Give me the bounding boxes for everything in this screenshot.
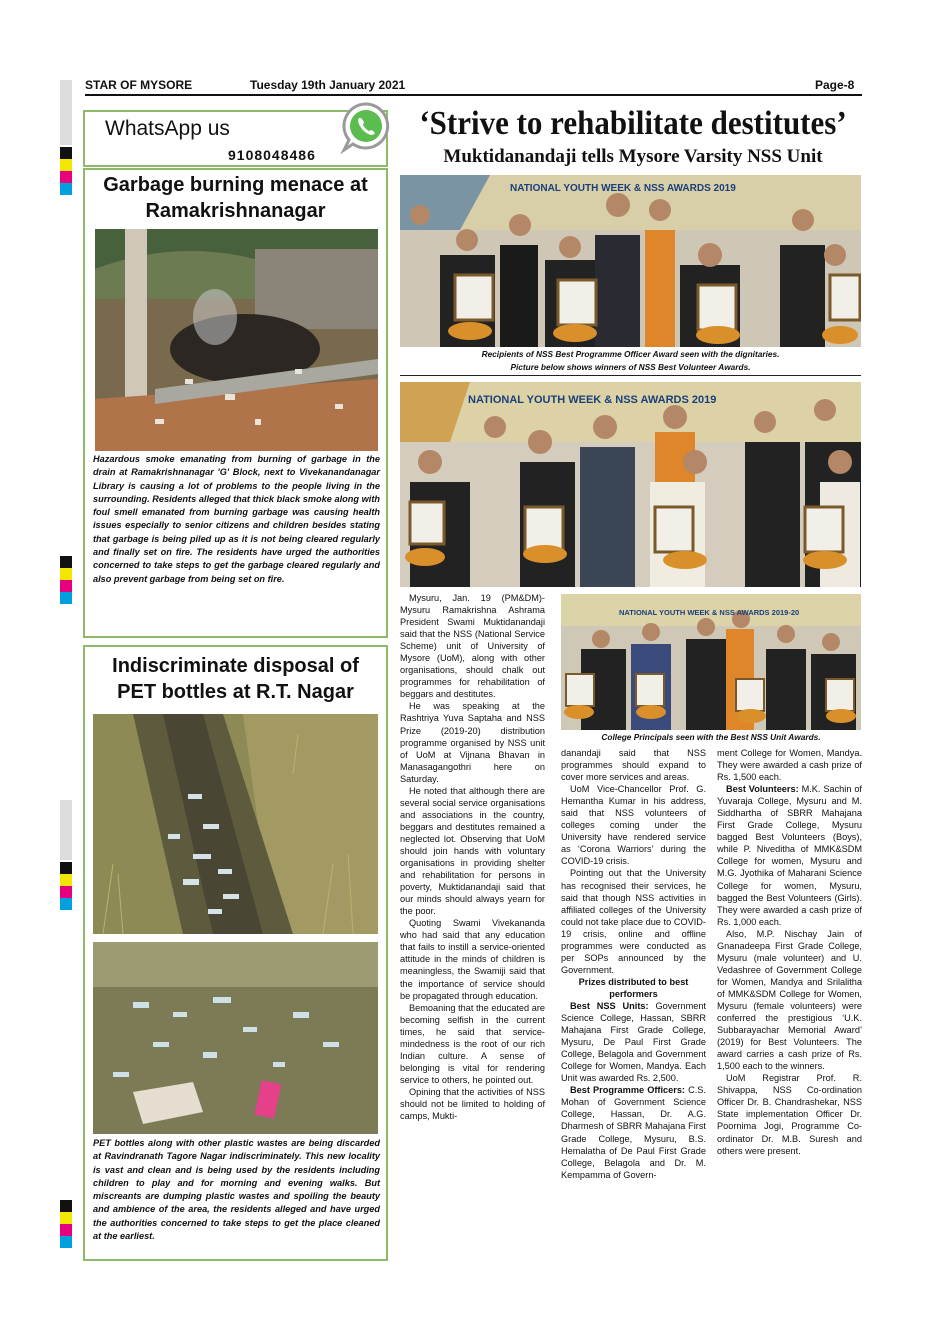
best-officers-paragraph [561,1084,706,1180]
best-units-label: Best NSS Units: [570,1000,649,1011]
whatsapp-number: 9108048486 [228,147,316,163]
best-officers-text: C.S. Mohan of Government Science College, Hassan, Dr. A.G. Dharmesh of SBRR Mahajana First Grade College, Mysuru, B.S. Hemalatha of De Paul First Grade College, Belagola and Dr. M. Kempamma of Govern- [561,1085,706,1180]
registration-marks-mid [60,556,72,604]
col2-paragraph: Pointing out that the University has recognised their services, he said that though NSS activities in affiliated colleges of the University could not take place due to COVID-19 crisis, online and offline programmes were conducted as per SOPs announced by the Government. [561,868,706,975]
award-photo-best-volunteers [400,382,861,587]
registration-marks-bottom [60,1200,72,1248]
paper-name: STAR OF MYSORE [85,78,193,92]
prizes-subhead: Prizes distributed to best performers [578,976,689,999]
col3-paragraph: UoM Registrar Prof. R. Shivappa, NSS Co-ordination Officer Dr. B. Chandrashekar, NSS State implementation Officer Dr. Poornima Jogi, Programme Co-ordinator Dr. M.B. Suresh and others were present. [717,1073,862,1156]
col1-paragraph: He noted that although there are several social service organisations and associations in the country, beggars and destitutes remained a neglected lot. Observing that UoM should join hands with voluntary organisations in providing shelter and rehabilitation for persons in poverty, Muktidanandaji said that our minds should always yearn for the poor. [400,785,545,917]
registration-marks-low [60,862,72,910]
col1-paragraph: Quoting Swami Vivekananda who had said that any education that fails to instill a service-oriented attitude in the minds of children is meaningless, the Swamiji said that the importance of service should be propagated through education. [400,918,545,1001]
story-subhead: Muktidanandaji tells Mysore Varsity NSS Unit [443,146,823,167]
pet-bottles-photo-2 [93,942,378,1134]
award-photo-programme-officers [400,175,861,347]
col1-paragraph: Bemoaning that the educated are becoming selfish in the current times, he said that service-mindedness is the root of our rich Indian culture. A sense of belonging is vital for rendering service to others, he pointed out. [400,1002,545,1085]
best-volunteers-text: M.K. Sachin of Yuvaraja College, Mysuru and M. Siddhartha of SBRR Mahajana First Grade College, Mysuru bagged Best Volunteers (Boys), while P. Niveditha of MMK&SDM College for women, Mysuru and M.G. Jyothika of Maharani Science College for women, Mysuru, bagged the Best Volunteers (Girls). They were awarded a cash prize of Rs. 1,000 each. [717,784,862,927]
garbage-burning-photo [95,229,378,451]
best-officers-label: Best Programme Officers: [570,1085,685,1096]
col1-paragraph: He was speaking at the Rashtriya Yuva Saptaha and NSS Prize (2019-20) distribution programme organised by NSS unit of UoM at Vijnana Bhavan in Manasagangothri here on Saturday. [400,701,545,784]
story-column-2 [561,747,706,1181]
pet-bottles-photo-1 [93,714,378,934]
col3-paragraph: ment College for Women, Mandya. They were awarded a cash prize of Rs. 1,500 each. [717,748,862,783]
pet-story-box [83,645,388,1261]
best-units-text: Government Science College, Hassan, SBRR Mahajana First Grade College, Mysuru, De Paul First Grade College, Belagola and Government College for Women, Mandya. Each Unit was awarded Rs. 2,500. [561,1000,706,1084]
garbage-caption: Hazardous smoke emanating from burning of garbage in the drain at Ramakrishnanagar 'G' Block, next to Vivekanandanagar Library is causing a lot of problems to the people living in the surrounding. Residents alleged that thick black smoke along with foul smell emanated from burning garbage was causing health issues especially to senior citizens and children besides stating that garbage is being piled up as it is not being cleared regularly and finally set on fire. The residents have urged the authorities concerned to take steps to get the garbage cleared regularly and also prevent garbage from being set on fire. [93,454,380,584]
best-units-paragraph [561,1000,706,1084]
pet-headline-line1: Indiscriminate disposal of [112,655,359,677]
photo-divider [400,375,861,376]
pet-headline-line2: PET bottles at R.T. Nagar [117,681,354,703]
photo1-caption-line1: Recipients of NSS Best Programme Officer Award seen with the dignitaries. [481,349,780,359]
grey-bar-top [60,80,72,145]
photo3-caption: College Principals seen with the Best NSS Unit Awards. [601,732,821,742]
whatsapp-icon [340,100,392,154]
award-photo-college-principals [561,594,861,730]
banner-1-text: NATIONAL YOUTH WEEK & NSS AWARDS 2019 [510,183,736,194]
issue-date: Tuesday 19th January 2021 [250,78,406,92]
col1-paragraph: Opining that the activities of NSS should not be limited to holding of camps, Mukti- [400,1086,545,1122]
col2-paragraph: UoM Vice-Chancellor Prof. G. Hemantha Kumar in his address, said that NSS volunteers of colleges coming under the University have rendered service as ‘Corona Warriors’ during the COVID-19 crisis. [561,784,706,867]
col3-paragraph: Also, M.P. Nischay Jain of Gnanadeepa First Grade College, Mysuru (male volunteer) and U. Vedashree of Government College for Women, Mandya and Srilalitha of MMK&SDM College for Women, Mysuru (female volunteers) were conferred the prestigious ‘U.K. Subbarayachar Memorial Award’ (2019) for Best Volunteers. The award carries a cash prize of Rs. 1,500 each to the winners. [717,928,862,1072]
header-rule [85,94,862,96]
best-volunteers-paragraph [717,783,862,928]
best-volunteers-label: Best Volunteers: [726,784,799,795]
story-column-1 [400,592,545,1122]
banner-2-text: NATIONAL YOUTH WEEK & NSS AWARDS 2019 [468,394,717,406]
story-headline: ‘Strive to rehabilitate destitutes’ [419,103,847,142]
garbage-headline-line1: Garbage burning menace at [103,174,368,196]
garbage-headline-line2: Ramakrishnanagar [145,200,326,222]
story-column-3 [717,747,862,1157]
pet-caption: PET bottles along with other plastic wastes are being discarded at Ravindranath Tagore Nagar indiscriminately. This new locality is vast and clean and is being used by the residents including children to play and for morning and evening walks. But miscreants are dumping plastic wastes and spoiling the beauty and ambience of the area, the residents alleged and have urged the authorities concerned to take steps to get the place cleaned at the earliest. [93,1138,380,1242]
garbage-story-box [83,168,388,638]
col2-paragraph: danandaji said that NSS programmes should expand to cover more services and areas. [561,748,706,783]
grey-bar-mid [60,800,72,860]
photo1-caption-line2: Picture below shows winners of NSS Best Volunteer Awards. [510,362,751,372]
page-number: Page-8 [815,78,855,92]
whatsapp-title: WhatsApp us [105,117,230,140]
banner-3-text: NATIONAL YOUTH WEEK & NSS AWARDS 2019-20 [619,608,800,617]
registration-marks-top [60,147,72,195]
col1-paragraph: Mysuru, Jan. 19 (PM&DM)- Mysuru Ramakrishna Ashrama President Swami Muktidanandaji said that the NSS (National Service Scheme) unit of University of Mysore (UoM), along with other organisations, should chalk out programmes for rehabilitation of beggars and destitutes. [400,593,545,700]
